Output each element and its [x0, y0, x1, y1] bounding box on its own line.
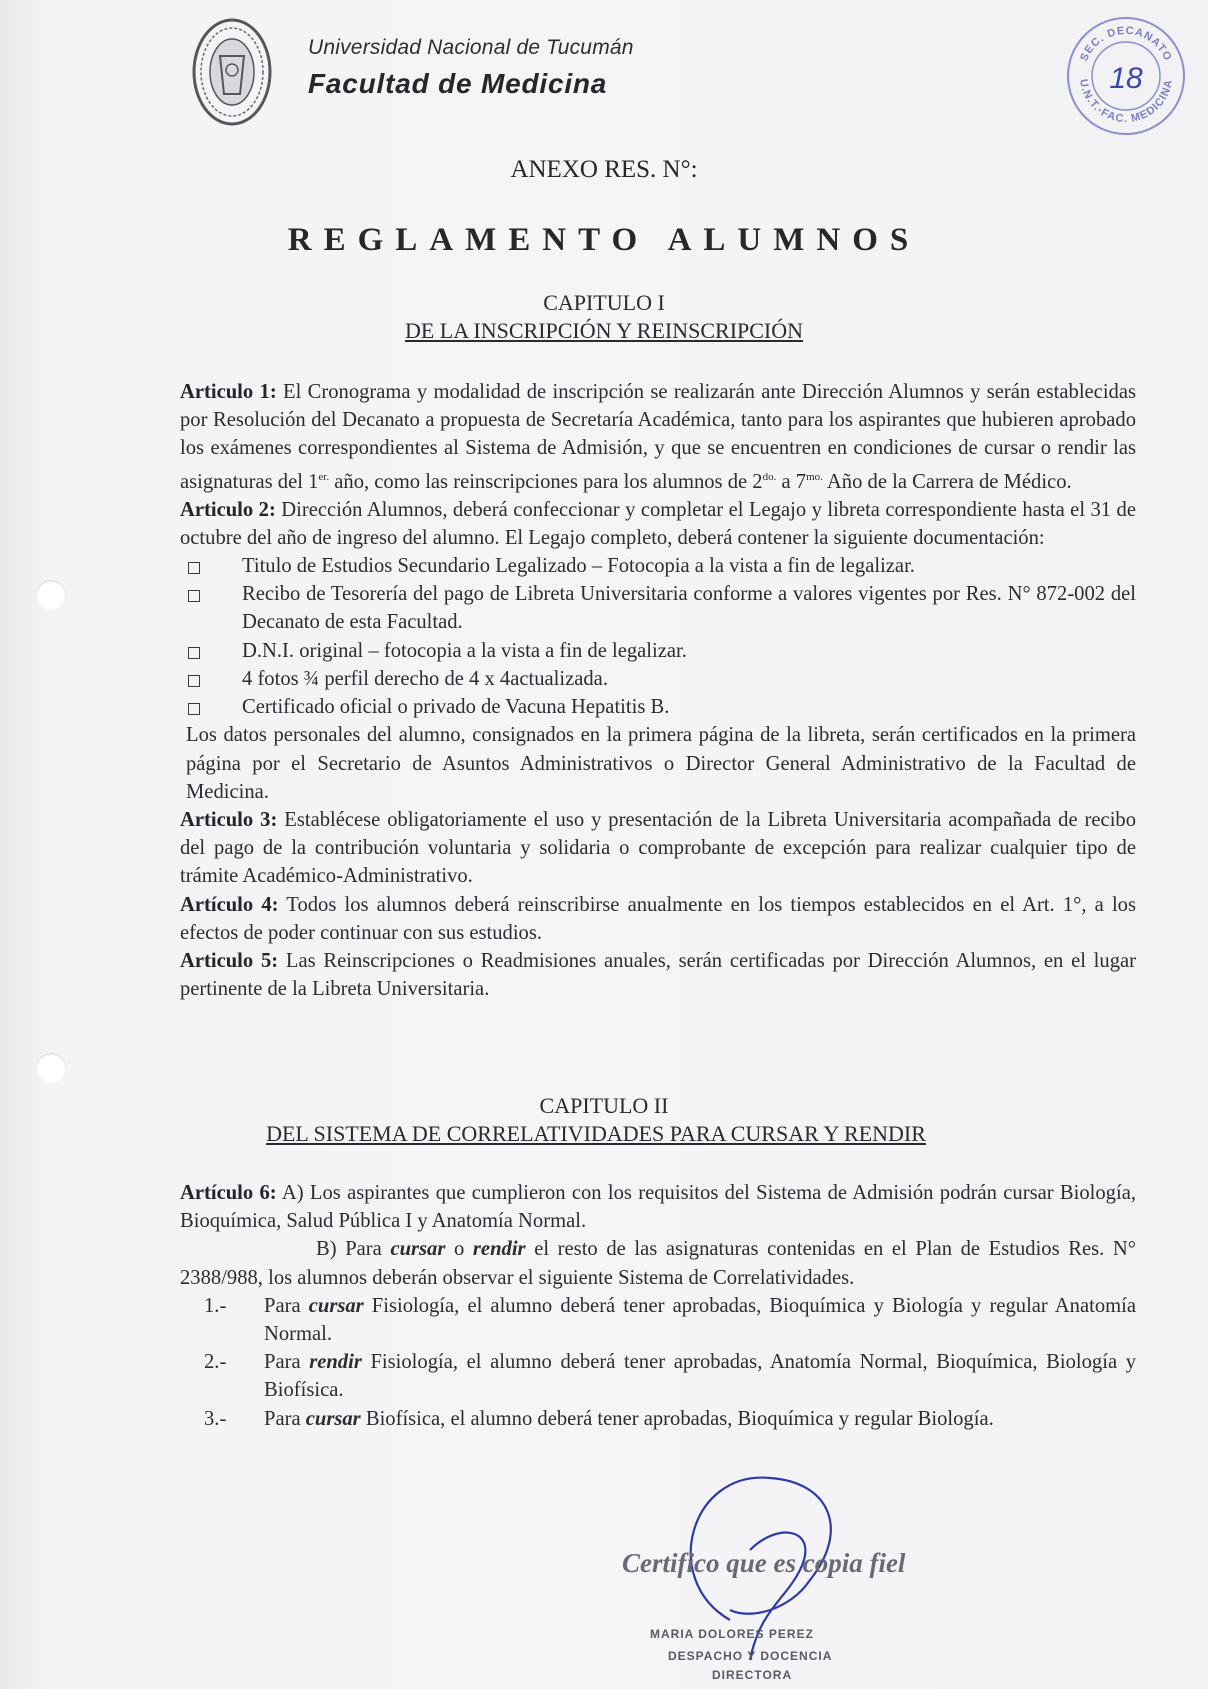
article-2	[180, 496, 1136, 552]
article-2-text: Dirección Alumnos, deberá confeccionar y completar el Legajo y libreta correspondiente hasta el 31 de octubre del año de ingreso del alumno. El Legajo completo, deberá contener la siguiente documentación:	[180, 498, 1136, 549]
list-item	[180, 1292, 1136, 1348]
university-name: Universidad Nacional de Tucumán	[308, 36, 634, 59]
article-6-a-text: A) Los aspirantes que cumplieron con los requisitos del Sistema de Admisión podrán cursar Biología, Bioquímica, Salud Pública I y Anatomía Normal.	[180, 1182, 1136, 1233]
item-number: 3.-	[204, 1407, 227, 1430]
punch-hole	[36, 580, 66, 610]
signer-name: MARIA DOLORES PEREZ	[650, 1627, 814, 1641]
list-item	[180, 1405, 1136, 1433]
article-5-text: Las Reinscripciones o Readmisiones anuales, serán certificadas por Dirección Alumnos, en el lugar pertinente de la Libreta Universitaria.	[180, 949, 1136, 1001]
keyword: cursar	[305, 1407, 361, 1430]
article-1-text: año, como las reinscripciones para los alumnos de 2	[329, 470, 763, 493]
article-3-head: Articulo 3:	[180, 808, 278, 831]
annex-heading: ANEXO RES. N°:	[510, 156, 698, 183]
article-2-head: Articulo 2:	[180, 498, 276, 521]
superscript: mo.	[806, 470, 823, 483]
list-item-text: Certificado oficial o privado de Vacuna Hepatitis B.	[242, 696, 670, 719]
svg-text:SEC. DECANATO	[1078, 25, 1174, 63]
list-item	[180, 665, 1136, 693]
list-item	[180, 580, 1136, 636]
stamp-top-text: SEC. DECANATO	[1078, 24, 1174, 64]
list-item	[180, 1348, 1136, 1404]
list-item-text: Titulo de Estudios Secundario Legalizado – Fotocopia a la vista a fin de legalizar.	[242, 555, 915, 578]
list-item-text: 4 fotos ¾ perfil derecho de 4 x 4actualizada.	[242, 667, 608, 690]
stamp-page-number: 18	[1109, 62, 1143, 95]
list-item	[180, 552, 1136, 580]
university-crest-icon	[190, 16, 274, 128]
signer-department: DESPACHO Y DOCENCIA	[668, 1649, 833, 1663]
chapter-1-body	[180, 378, 1136, 1003]
article-4	[180, 891, 1136, 947]
item-text: Biofísica, el alumno deberá tener aprobadas, Bioquímica y regular Biología.	[360, 1407, 994, 1430]
chapter-2-label: CAPITULO II	[539, 1093, 669, 1118]
superscript: do.	[762, 470, 777, 483]
list-item	[180, 693, 1136, 721]
chapter-1-label: CAPITULO I	[543, 290, 665, 315]
article-4-head: Artículo 4:	[180, 893, 279, 916]
keyword: rendir	[309, 1351, 362, 1374]
article-6-b	[180, 1235, 1136, 1291]
article-1-text: El Cronograma y modalidad de inscripción se realizarán ante Dirección Alumnos y serán establecidas por Resolución del Decanato a propuesta de Secretaría Académica, tanto para los aspirantes que hubieren aprobado los exámenes correspondientes al Sistema de Admisión, y que se encuentren en condiciones de cursar o rendir las asignaturas del 1	[180, 381, 1136, 493]
stamp-bottom-text: U.N.T.-FAC. MEDICINA	[1076, 78, 1176, 126]
checkbox-icon	[188, 590, 200, 602]
item-text: Para	[264, 1407, 306, 1430]
chapter-2-body	[180, 1179, 1136, 1433]
item-text: Fisiología, el alumno deberá tener aprobadas, Anatomía Normal, Bioquímica, Biología y Biofísica.	[264, 1351, 1136, 1402]
item-number: 1.-	[204, 1294, 227, 1317]
keyword: cursar	[308, 1294, 364, 1317]
article-3	[180, 806, 1136, 891]
list-item-text: Recibo de Tesorería del pago de Libreta Universitaria conforme a valores vigentes por Res. N° 872-002 del Decanato de esta Facultad.	[242, 583, 1136, 634]
article-3-text: Establécese obligatoriamente el uso y presentación de la Libreta Universitaria acompañada de recibo del pago de la contribución voluntaria y solidaria o comprobante de excepción para realizar cualquier tipo de trámite Académico-Administrativo.	[180, 808, 1137, 888]
faculty-name: Facultad de Medicina	[308, 68, 608, 99]
article-6-head: Artículo 6:	[180, 1182, 277, 1204]
superscript: er.	[318, 470, 330, 483]
dean-office-stamp	[1064, 14, 1188, 138]
article-1-head: Articulo 1:	[180, 381, 277, 403]
item-text: Fisiología, el alumno deberá tener aprobadas, Bioquímica y Biología y regular Anatomía Normal.	[264, 1294, 1136, 1346]
chapter-1-title: DE LA INSCRIPCIÓN Y REINSCRIPCIÓN	[404, 318, 804, 343]
item-number: 2.-	[204, 1351, 227, 1374]
keyword-cursar: cursar	[390, 1238, 446, 1261]
article-5	[180, 947, 1136, 1003]
punch-hole	[36, 1053, 66, 1083]
certified-copy-text: Certifico que es copia fiel	[622, 1548, 906, 1578]
checkbox-icon	[188, 675, 200, 687]
checkbox-icon	[188, 647, 200, 659]
checkbox-icon	[188, 562, 200, 574]
checkbox-icon	[188, 703, 200, 715]
article-5-head: Articulo 5:	[180, 949, 279, 972]
list-item	[180, 637, 1136, 665]
document-title: REGLAMENTO ALUMNOS	[287, 222, 921, 258]
article-6-b-text: o	[445, 1238, 473, 1261]
article-6-a	[180, 1179, 1136, 1235]
article-6-b-text: B) Para	[316, 1238, 391, 1261]
item-text: Para	[264, 1351, 310, 1374]
list-item-text: D.N.I. original – fotocopia a la vista a fin de legalizar.	[242, 639, 687, 662]
document-checklist	[180, 552, 1136, 721]
correlativity-list	[180, 1292, 1136, 1433]
article-1	[180, 378, 1136, 496]
article-2-after: Los datos personales del alumno, consignados en la primera página de la libreta, serán certificados en la primera página por el Secretario de Asuntos Administrativos o Director General Administrativo de la Facultad de Medicina.	[186, 724, 1136, 803]
article-6-b-text: el resto de las asignaturas contenidas en el Plan de Estudios Res. N° 2388/988, los alumnos deberán observar el siguiente Sistema de Correlatividades.	[180, 1238, 1137, 1289]
keyword-rendir: rendir	[472, 1238, 526, 1261]
signer-role: DIRECTORA	[712, 1668, 793, 1682]
chapter-2-title: DEL SISTEMA DE CORRELATIVIDADES PARA CURSAR Y RENDIR	[266, 1121, 926, 1146]
article-1-text: a 7	[776, 470, 807, 493]
article-4-text: Todos los alumnos deberá reinscribirse anualmente en los tiempos establecidos en el Art. 1°, a los efectos de poder continuar con sus estudios.	[180, 893, 1136, 944]
article-1-text: Año de la Carrera de Médico.	[822, 470, 1072, 493]
item-text: Para	[264, 1294, 309, 1317]
